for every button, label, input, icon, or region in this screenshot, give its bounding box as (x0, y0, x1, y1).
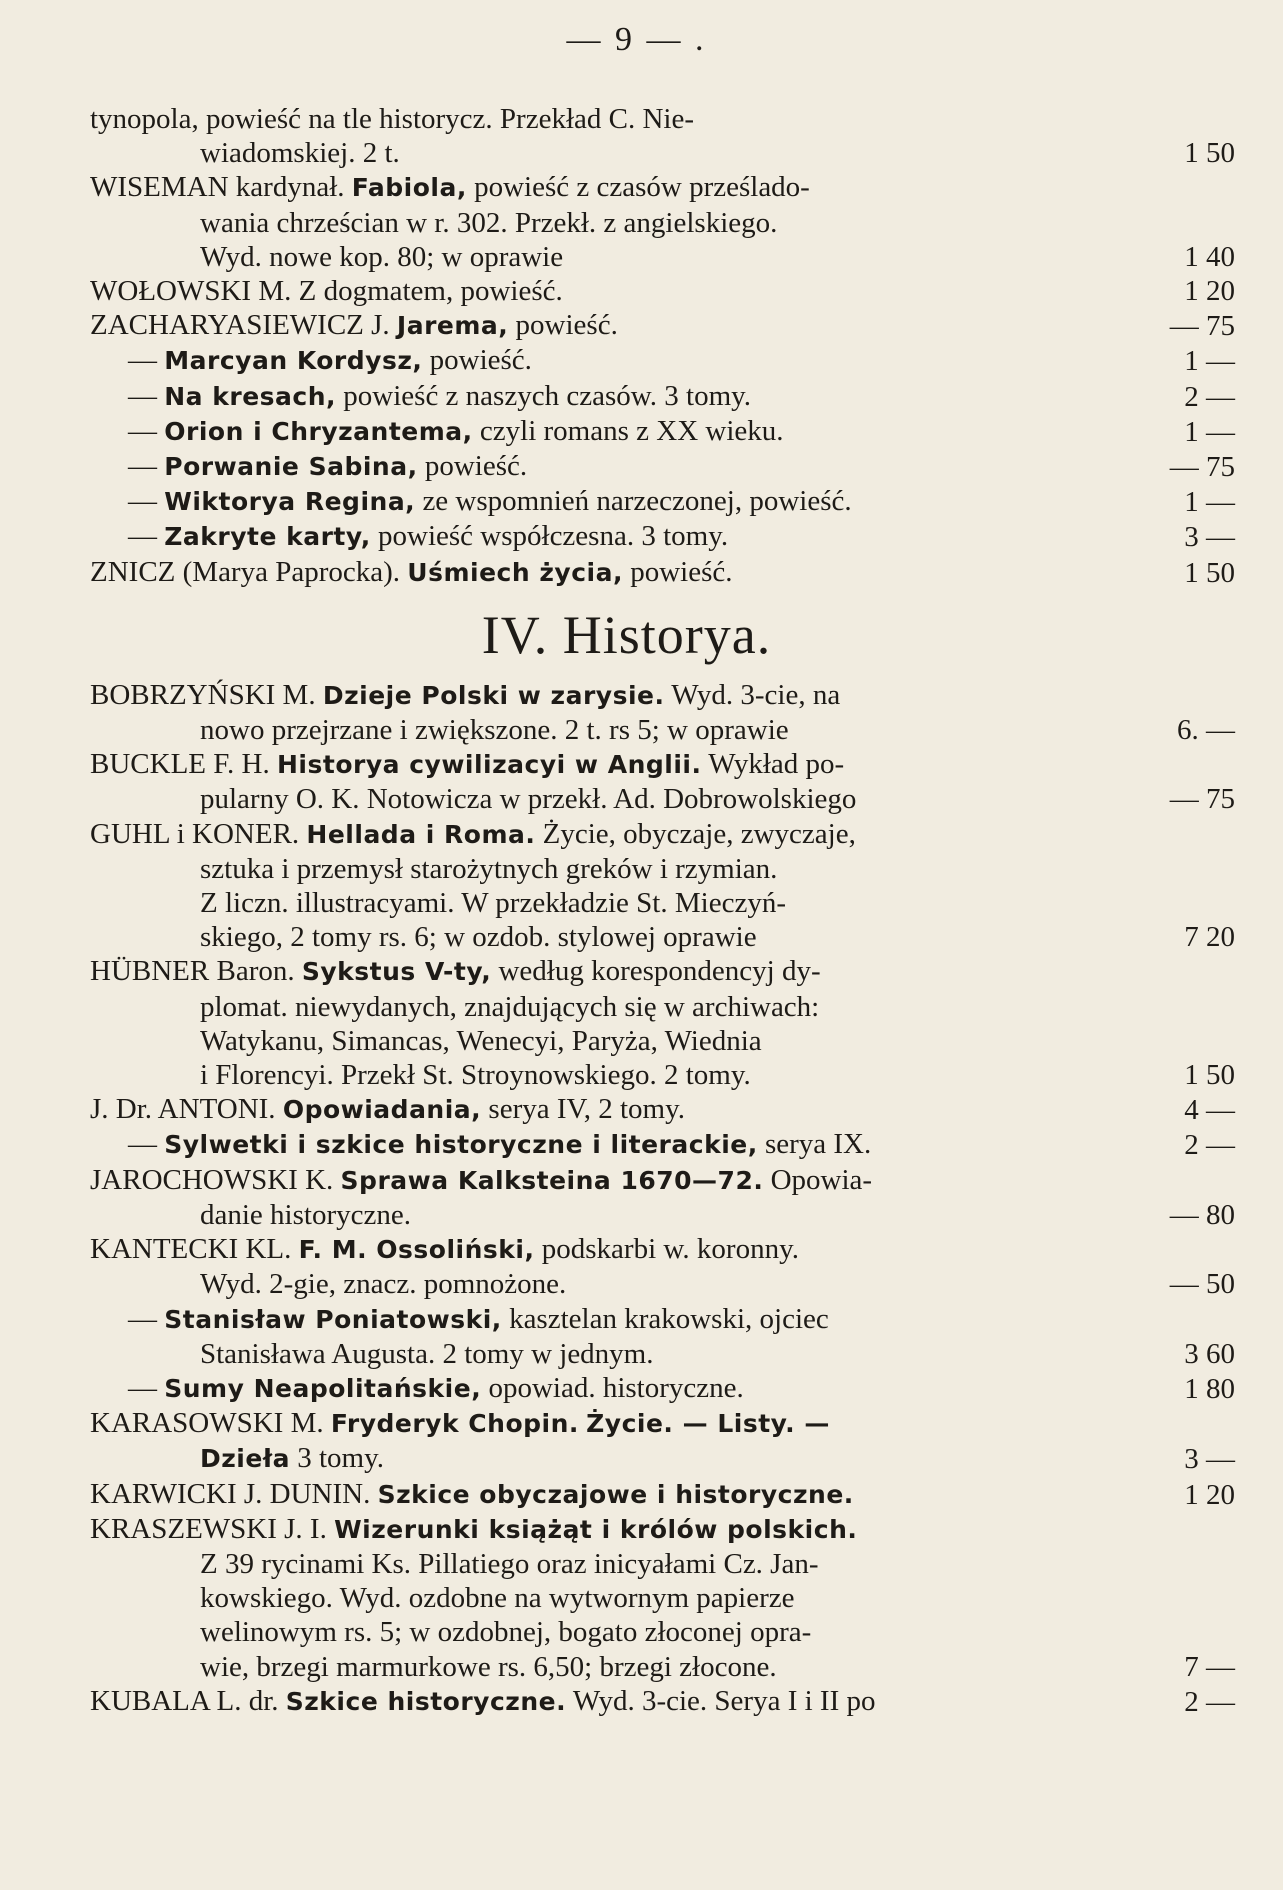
entry-line (90, 519, 1123, 554)
entry-price: — 50 (1169, 1268, 1235, 1301)
entry-line (90, 1512, 1123, 1547)
entry-line (90, 1684, 1123, 1719)
entry-text (90, 1302, 1123, 1371)
entry-title: Szkice historyczne. (285, 1686, 567, 1716)
entry-text-segment: podskarbi w. koronny. (534, 1233, 799, 1266)
entry-line (90, 1058, 1123, 1092)
entry-title: Historya cywilizacyi w Anglii. (277, 750, 702, 780)
entry-text (90, 274, 1123, 308)
entry-line (90, 274, 1123, 308)
entry-text (90, 747, 1123, 816)
entry-line (90, 852, 1123, 886)
entry-text-segment: Życie, obyczaje, zwyczaje, (535, 817, 856, 850)
entry-line (90, 206, 1123, 240)
entry-price: 1 — (1184, 486, 1235, 519)
catalog-entry (90, 170, 1243, 274)
catalog-entry (90, 449, 1243, 484)
entry-price: 7 — (1184, 1650, 1235, 1683)
entry-title: Fabiola, (351, 173, 467, 203)
entry-line (90, 1547, 1123, 1581)
entry-text (90, 308, 1123, 343)
catalog-entry (90, 379, 1243, 414)
entry-text (90, 449, 1123, 484)
entries-bottom (90, 678, 1243, 1719)
entry-title: Stanisław Poniatowski, (164, 1304, 502, 1334)
entry-text (90, 1092, 1123, 1127)
entry-text-segment: Wyd. 3-cie. Serya I i II po (566, 1684, 876, 1717)
entry-line (90, 240, 1123, 274)
entries-top (90, 102, 1243, 590)
entry-price: 1 40 (1184, 240, 1235, 273)
entry-price: 1 50 (1184, 1059, 1235, 1092)
entry-price: 1 — (1184, 415, 1235, 448)
entry-line (90, 1477, 1123, 1512)
entry-price: 1 80 (1184, 1372, 1235, 1405)
entry-text-segment: powieść współczesna. 3 tomy. (370, 520, 729, 553)
entry-line (90, 782, 1123, 816)
entry-text-segment: WISEMAN kardynał. (90, 171, 352, 204)
entry-line (90, 678, 1123, 713)
entry-text-segment: skiego, 2 tomy rs. 6; w ozdob. stylowej oprawie (200, 921, 757, 954)
entry-text (90, 102, 1123, 170)
entry-text-segment: opowiad. historyczne. (481, 1371, 744, 1404)
entry-text-segment: KARWICKI J. DUNIN. (90, 1477, 378, 1510)
entry-text-segment: powieść. (508, 309, 618, 342)
entry-text (90, 817, 1123, 955)
catalog-entry (90, 555, 1243, 590)
entry-text (90, 1477, 1123, 1512)
entry-text-segment: kasztelan krakowski, ojciec (501, 1302, 829, 1335)
entry-price: — 75 (1169, 310, 1235, 343)
entry-text-segment: kowskiego. Wyd. ozdobne na wytwornym papierze (200, 1582, 795, 1615)
entry-text (90, 1163, 1123, 1232)
entry-text-segment: powieść. (622, 555, 733, 588)
entry-title: Szkice obyczajowe i historyczne. (377, 1479, 854, 1509)
entry-price: 3 — (1184, 521, 1235, 554)
entry-text (90, 1371, 1123, 1406)
entry-price: 4 — (1184, 1094, 1235, 1127)
page-number: — 9 — . (566, 21, 707, 58)
entry-text-segment: HÜBNER Baron. (90, 955, 302, 988)
entry-text-segment: wiadomskiej. 2 t. (200, 137, 400, 170)
entry-title: Sprawa Kalksteina 1670—72. (340, 1165, 764, 1195)
entry-text (90, 1512, 1123, 1684)
entry-text-segment: — (128, 414, 165, 447)
entry-line (90, 1302, 1123, 1337)
entry-price: — 80 (1169, 1198, 1235, 1231)
entry-price: 2 — (1184, 1129, 1235, 1162)
entry-text-segment: sztuka i przemysł starożytnych greków i rzymian. (200, 852, 778, 885)
catalog-entry (90, 484, 1243, 519)
entry-text-segment: Wyd. 2-gie, znacz. pomnożone. (200, 1268, 567, 1301)
catalog-entry (90, 1232, 1243, 1301)
entry-line (90, 990, 1123, 1024)
entry-text-segment: danie historyczne. (200, 1198, 411, 1231)
catalog-entry (90, 747, 1243, 816)
entry-text-segment: KUBALA L. dr. (90, 1684, 286, 1717)
entry-line (90, 1650, 1123, 1684)
entry-title: Zakryte karty, (164, 522, 371, 552)
entry-line (90, 1337, 1123, 1371)
entry-title: Hellada i Roma. (306, 819, 536, 849)
entry-title: Jarema, (396, 311, 509, 341)
entry-title: Sumy Neapolitańskie, (164, 1373, 482, 1403)
entry-price: 3 60 (1184, 1337, 1235, 1370)
entry-text-segment: Wykład po- (701, 748, 845, 781)
entry-title: F. M. Ossoliński, (298, 1235, 535, 1265)
entry-line (90, 1232, 1123, 1267)
entry-text-segment: — (128, 450, 165, 483)
entry-text-segment: — (128, 1371, 165, 1404)
catalog-entry (90, 519, 1243, 554)
entry-title: Życie. — Listy. — (586, 1409, 830, 1439)
entry-line (90, 747, 1123, 782)
entry-line (90, 102, 1123, 136)
catalog-entry (90, 102, 1243, 170)
entry-price: 1 50 (1184, 137, 1235, 170)
entry-text-segment: serya IX. (757, 1128, 872, 1161)
entry-line (90, 308, 1123, 343)
entry-title: Wiktorya Regina, (164, 487, 416, 517)
entry-line (90, 1127, 1123, 1162)
entry-text (90, 414, 1123, 449)
entry-price: 7 20 (1184, 921, 1235, 954)
catalog-entry (90, 1371, 1243, 1406)
entry-price: 1 — (1184, 345, 1235, 378)
entry-text (90, 954, 1123, 1092)
entry-text-segment: KARASOWSKI M. (90, 1407, 331, 1440)
entry-text-segment: czyli romans z XX wieku. (472, 414, 784, 447)
entry-text-segment: J. Dr. ANTONI. (90, 1093, 283, 1126)
entry-title: Dzieła (200, 1444, 290, 1474)
entry-line (90, 1441, 1123, 1476)
entry-line (90, 1371, 1123, 1406)
entry-title: Na kresach, (164, 381, 337, 411)
entry-price: 2 — (1184, 380, 1235, 413)
entry-text-segment: JAROCHOWSKI K. (90, 1163, 341, 1196)
entry-text-segment: ZACHARYASIEWICZ J. (90, 309, 397, 342)
entry-line (90, 136, 1123, 170)
entry-price: 1 20 (1184, 1478, 1235, 1511)
entry-text-segment: Watykanu, Simancas, Wenecyi, Paryża, Wiednia (200, 1024, 762, 1057)
entry-text (90, 555, 1123, 590)
entry-text-segment: Stanisława Augusta. 2 tomy w jednym. (200, 1337, 654, 1370)
entry-text-segment: serya IV, 2 tomy. (481, 1093, 685, 1126)
entry-title: Opowiadania, (282, 1095, 482, 1125)
catalog-entry (90, 1302, 1243, 1371)
entry-text-segment: ze wspomnień narzeczonej, powieść. (415, 485, 852, 518)
entry-text-segment: według korespondencyj dy- (491, 955, 821, 988)
entry-price: — 75 (1169, 783, 1235, 816)
entry-line (90, 1198, 1123, 1232)
entry-line (90, 343, 1123, 378)
entry-line (90, 1092, 1123, 1127)
entry-text-segment: BOBRZYŃSKI M. (90, 678, 323, 711)
entry-line (90, 484, 1123, 519)
entry-text-segment: — (128, 1128, 165, 1161)
catalog-entry (90, 1477, 1243, 1512)
entry-text-segment: — (128, 485, 165, 518)
entry-text (90, 343, 1123, 378)
entry-line (90, 555, 1123, 590)
entry-text-segment: i Florencyi. Przekł St. Stroynowskiego. 2 tomy. (200, 1059, 751, 1092)
entry-text-segment: GUHL i KONER. (90, 817, 307, 850)
entry-text (90, 1406, 1123, 1476)
entry-text (90, 1127, 1123, 1162)
entry-text-segment: Z 39 rycinami Ks. Pillatiego oraz inicyałami Cz. Jan- (200, 1547, 819, 1580)
entry-text-segment: wania chrześcian w r. 302. Przekł. z angielskiego. (200, 206, 778, 239)
entry-text (90, 678, 1123, 747)
catalog-entry (90, 1127, 1243, 1162)
entry-text-segment: Z liczn. illustracyami. W przekładzie St. Mieczyń- (200, 887, 786, 920)
entry-text-segment: Opowia- (763, 1163, 873, 1196)
entry-title: Sylwetki i szkice historyczne i literackie, (164, 1130, 758, 1160)
catalog-entry (90, 1684, 1243, 1719)
entry-text-segment: — (128, 379, 165, 412)
catalog-entry (90, 308, 1243, 343)
entry-text (90, 1232, 1123, 1301)
entry-title: Orion i Chryzantema, (164, 416, 473, 446)
entry-line (90, 1406, 1123, 1441)
entry-text (90, 170, 1123, 274)
catalog-entry (90, 817, 1243, 955)
entry-text-segment: nowo przejrzane i zwiększone. 2 t. rs 5; w oprawie (200, 714, 789, 747)
entry-text-segment: — (128, 344, 165, 377)
catalog-entry (90, 1163, 1243, 1232)
entry-line (90, 1581, 1123, 1615)
entry-line (90, 449, 1123, 484)
entry-text (90, 484, 1123, 519)
entry-title: Porwanie Sabina, (164, 452, 418, 482)
entry-text-segment: wie, brzegi marmurkowe rs. 6,50; brzegi złocone. (200, 1650, 777, 1683)
entry-line (90, 1267, 1123, 1301)
entry-price: 1 20 (1184, 275, 1235, 308)
entry-text-segment: — (128, 520, 165, 553)
entry-line (90, 1615, 1123, 1649)
entry-text-segment: 3 tomy. (289, 1442, 384, 1475)
entry-text-segment: tynopola, powieść na tle historycz. Przekład C. Nie- (90, 103, 695, 135)
entry-text-segment: Wyd. nowe kop. 80; w oprawie (200, 240, 564, 273)
entry-text-segment: ZNICZ (Marya Paprocka). (90, 555, 408, 588)
entry-text-segment: KANTECKI KL. (90, 1233, 299, 1266)
entry-line (90, 713, 1123, 747)
entry-text-segment: BUCKLE F. H. (90, 748, 277, 781)
entry-text-segment: — (128, 1302, 165, 1335)
entry-line (90, 170, 1123, 205)
entry-text (90, 1684, 1123, 1719)
entry-title: Marcyan Kordysz, (164, 346, 423, 376)
entry-text-segment: plomat. niewydanych, znajdujących się w archiwach: (200, 990, 820, 1023)
entry-text-segment: KRASZEWSKI J. I. (90, 1512, 335, 1545)
entry-line (90, 414, 1123, 449)
entry-title: Wizerunki książąt i królów polskich. (334, 1514, 858, 1544)
section-heading: IV. Historya. (481, 604, 772, 665)
entry-text-segment: powieść z naszych czasów. 3 tomy. (336, 379, 752, 412)
entry-price: 3 — (1184, 1443, 1235, 1476)
entry-text (90, 379, 1123, 414)
entry-line (90, 886, 1123, 920)
entry-line (90, 1024, 1123, 1058)
entry-text-segment: welinowym rs. 5; w ozdobnej, bogato złoconej opra- (200, 1616, 812, 1649)
entry-price: 1 50 (1184, 556, 1235, 589)
catalog-entry (90, 343, 1243, 378)
catalog-entry (90, 954, 1243, 1092)
entry-text-segment: powieść. (417, 450, 528, 483)
entry-text-segment: powieść. (422, 344, 532, 377)
entry-title: Fryderyk Chopin. (330, 1409, 579, 1439)
entry-text-segment: WOŁOWSKI M. Z dogmatem, powieść. (90, 275, 563, 308)
entry-title: Uśmiech życia, (407, 557, 623, 587)
catalog-entry (90, 274, 1243, 308)
entry-text-segment: powieść z czasów prześlado- (466, 171, 810, 204)
entry-title: Sykstus V-ty, (301, 957, 492, 987)
entry-price: — 75 (1169, 451, 1235, 484)
catalog-entry (90, 414, 1243, 449)
entry-text-segment: pularny O. K. Notowicza w przekł. Ad. Dobrowolskiego (200, 783, 857, 816)
catalog-entry (90, 1406, 1243, 1476)
entry-line (90, 379, 1123, 414)
catalog-entry (90, 1092, 1243, 1127)
entry-text (90, 519, 1123, 554)
entry-line (90, 954, 1123, 989)
entry-line (90, 920, 1123, 954)
entry-line (90, 1163, 1123, 1198)
entry-title: Dzieje Polski w zarysie. (322, 680, 665, 710)
entry-text-segment: Wyd. 3-cie, na (664, 678, 841, 711)
entry-price: 6. — (1177, 714, 1235, 747)
entry-price: 2 — (1184, 1685, 1235, 1718)
catalog-entry (90, 1512, 1243, 1684)
catalog-entry (90, 678, 1243, 747)
entry-line (90, 817, 1123, 852)
